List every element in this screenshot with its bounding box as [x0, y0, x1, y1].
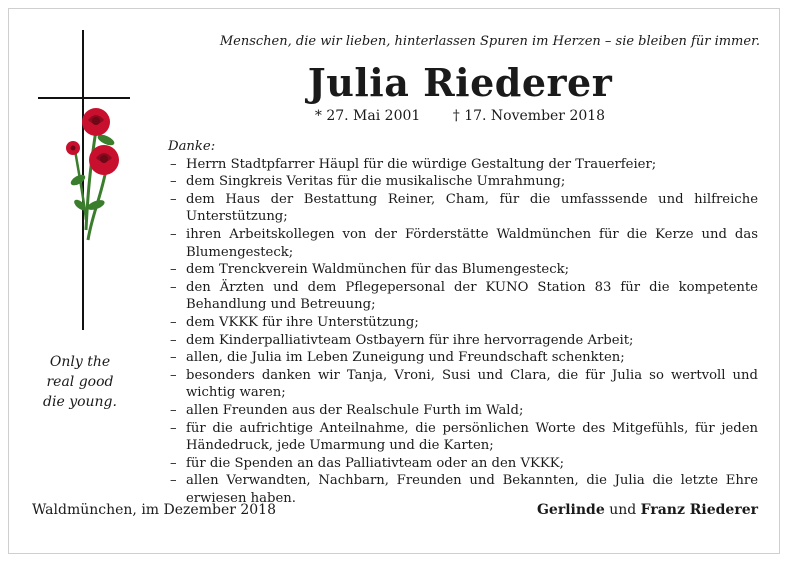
thanks-item: – für die Spenden an das Palliativteam oder an den VKKK; — [168, 455, 758, 473]
thanks-section — [168, 138, 758, 507]
signature-last: Franz Riederer — [640, 502, 758, 518]
thanks-list — [168, 156, 758, 508]
place-date: Waldmünchen, im Dezember 2018 — [32, 502, 276, 518]
thanks-item: – den Ärzten und dem Pflegepersonal der KUNO Station 83 für die kompetente Behandlung und Betreuung; — [168, 279, 758, 314]
thanks-title: Danke: — [168, 139, 216, 154]
quote-line: Only the — [49, 354, 111, 370]
rose-icon — [82, 108, 110, 136]
thanks-item: – ihren Arbeitskollegen von der Förderstätte Waldmünchen für die Kerze und das Blumengesteck; — [168, 226, 758, 261]
birth-date: * 27. Mai 2001 — [314, 108, 421, 124]
thanks-item: – besonders danken wir Tanja, Vroni, Susi und Clara, die für Julia so wertvoll und wichtig waren; — [168, 367, 758, 402]
death-date: † 17. November 2018 — [452, 108, 606, 124]
thanks-item: – dem Trenckverein Waldmünchen für das Blumengesteck; — [168, 261, 758, 279]
motto: Menschen, die wir lieben, hinterlassen Spuren im Herzen – sie bleiben für immer. — [219, 34, 760, 49]
signature-first: Gerlinde — [536, 502, 605, 518]
thanks-item: – dem VKKK für ihre Unterstützung; — [168, 314, 758, 332]
quote-line: die young. — [43, 394, 117, 410]
thanks-item: – dem Haus der Bestattung Reiner, Cham, für die umfasssende und hilfreiche Unterstützung; — [168, 191, 758, 226]
thanks-item: – dem Kinderpalliativteam Ostbayern für ihre hervorragende Arbeit; — [168, 332, 758, 350]
cross-with-roses-icon — [30, 30, 140, 330]
thanks-item: – allen, die Julia im Leben Zuneigung und Freundschaft schenkten; — [168, 349, 758, 367]
quote — [30, 352, 130, 412]
signature — [537, 502, 758, 518]
deceased-name: Julia Riederer — [307, 60, 613, 105]
thanks-item: – Herrn Stadtpfarrer Häupl für die würdige Gestaltung der Trauerfeier; — [168, 156, 758, 174]
thanks-item: – für die aufrichtige Anteilnahme, die persönlichen Worte des Mitgefühls, für jeden Händedruck, jede Umarmung und die Karten; — [168, 420, 758, 455]
thanks-item: – allen Verwandten, Nachbarn, Freunden und Bekannten, die Julia die letzte Ehre erwiesen haben. — [168, 472, 758, 507]
thanks-item: – dem Singkreis Veritas für die musikalische Umrahmung; — [168, 173, 758, 191]
quote-line: real good — [46, 374, 114, 390]
life-dates — [160, 108, 760, 124]
signature-and: und — [609, 502, 637, 518]
thanks-item: – allen Freunden aus der Realschule Furth im Wald; — [168, 402, 758, 420]
